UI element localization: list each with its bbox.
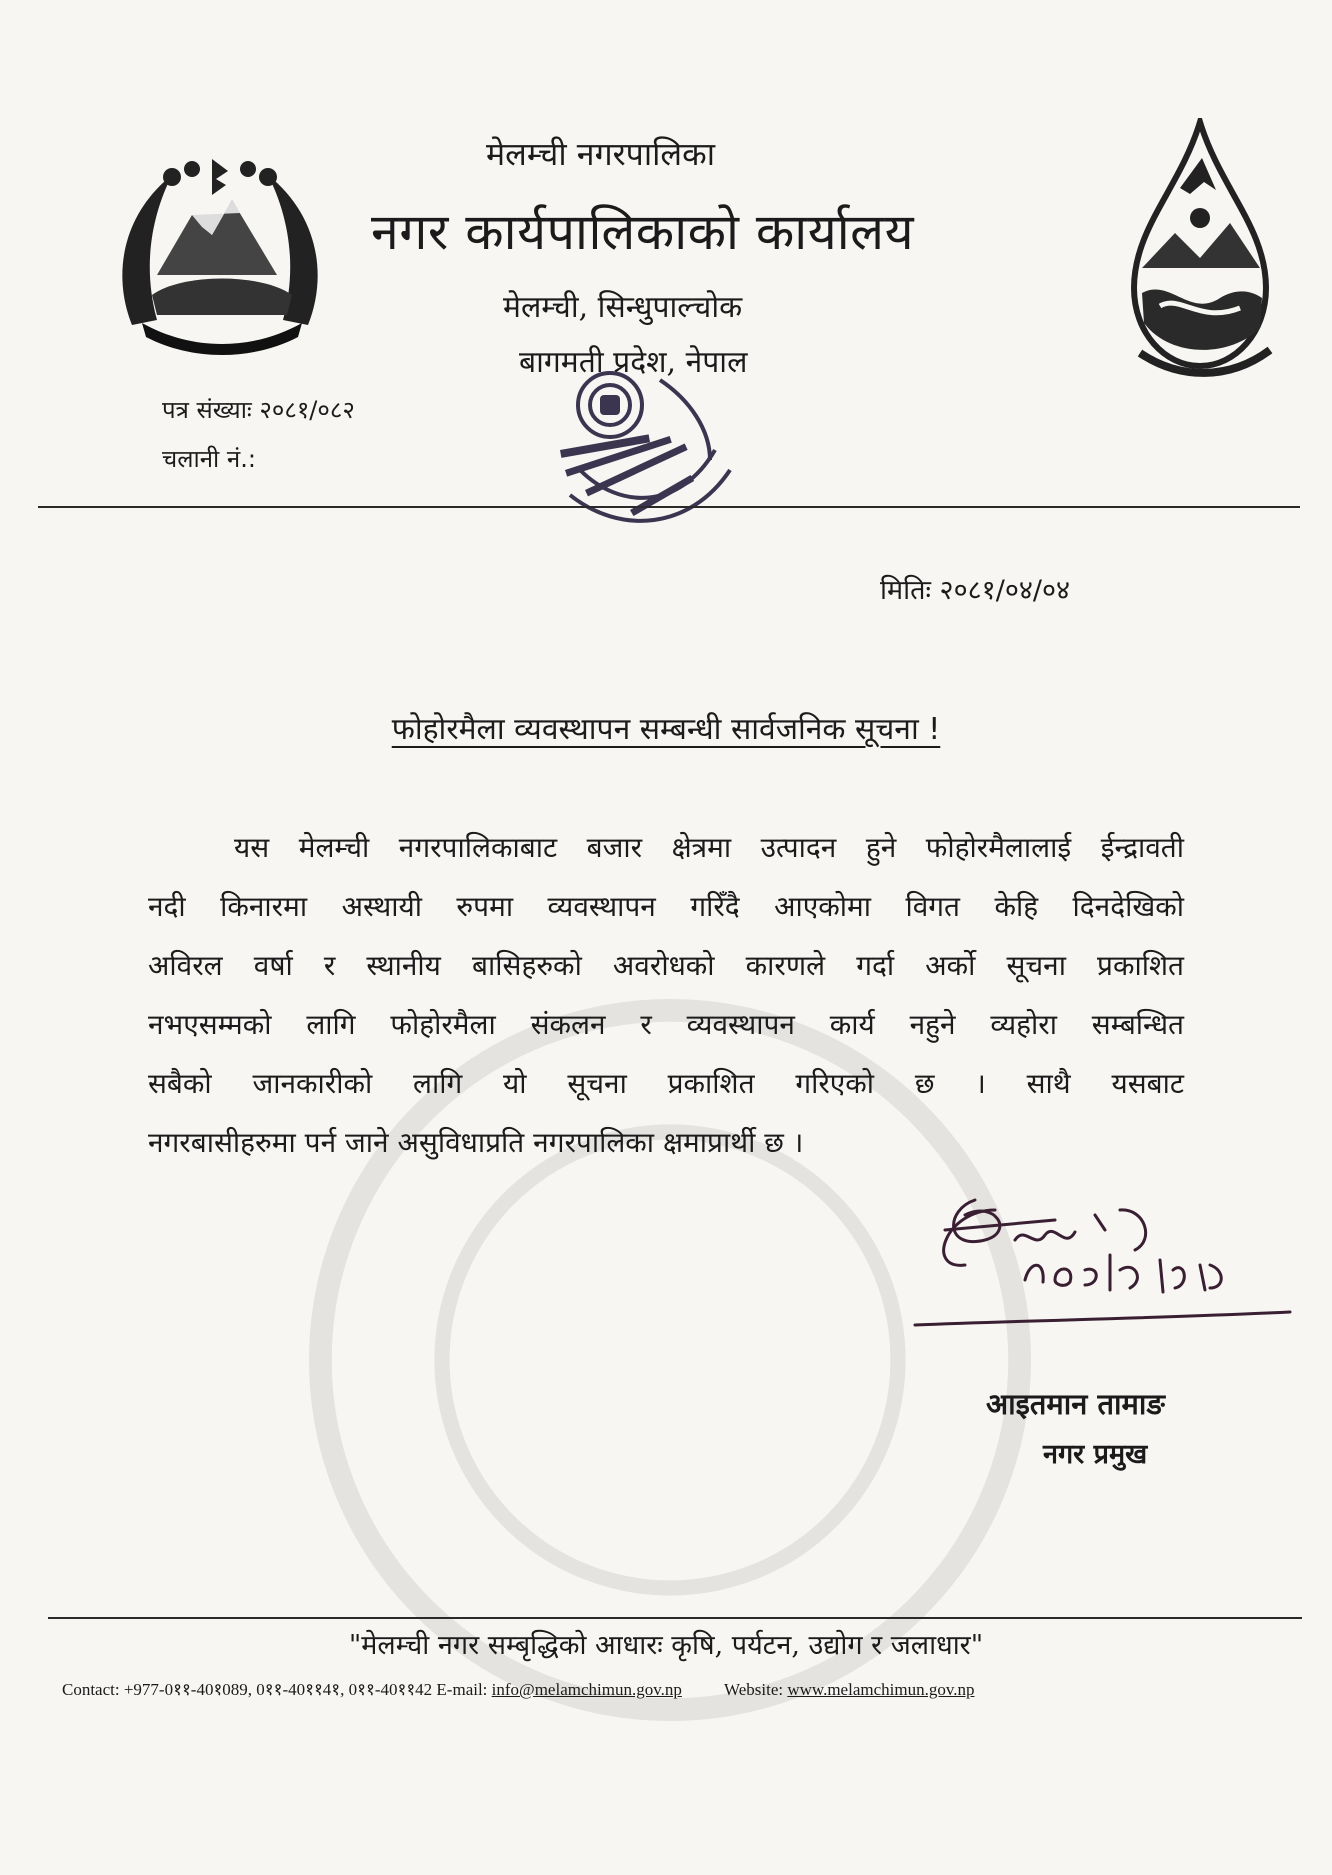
contact-phone: Contact: +977-0११-40१089, 0११-40११4१, 0११-40११42 — [62, 1680, 433, 1699]
office-location: मेलम्ची, सिन्धुपाल्चोक — [503, 290, 743, 325]
notice-body — [148, 818, 1184, 1172]
office-province: बागमती प्रदेश, नेपाल — [519, 345, 748, 380]
email-label: E-mail: — [436, 1680, 488, 1699]
body-line: यस मेलम्ची नगरपालिकाबाट बजार क्षेत्रमा उत्पादन हुने फोहोरमैलालाई ईन्द्रावती — [234, 831, 1184, 864]
footer-motto: "मेलम्ची नगर सम्बृद्धिको आधारः कृषि, पर्यटन, उद्योग र जलाधार" — [348, 1630, 984, 1661]
municipality-logo-icon — [1120, 118, 1280, 380]
website-label: Website: — [724, 1680, 784, 1699]
notice-subject: फोहोरमैला व्यवस्थापन सम्बन्धी सार्वजनिक सूचना ! — [391, 712, 941, 747]
signatory-title: नगर प्रमुख — [1043, 1439, 1148, 1470]
letter-date: मितिः २०८१/०४/०४ — [880, 575, 1071, 606]
footer-divider — [48, 1617, 1302, 1619]
signatory-name: आइतमान तामाङ — [986, 1387, 1165, 1421]
dispatch-number: चलानी नं.: — [162, 445, 256, 473]
body-line: अविरल वर्षा र स्थानीय बासिहरुको अवरोधको कारणले गर्दा अर्को सूचना प्रकाशित — [148, 949, 1184, 982]
footer-contact — [62, 1677, 974, 1700]
body-line: सबैको जानकारीको लागि यो सूचना प्रकाशित गरिएको छ । साथै यसबाट — [148, 1067, 1184, 1100]
email-link[interactable]: info@melamchimun.gov.np — [491, 1680, 682, 1699]
header-divider — [38, 506, 1300, 508]
office-name: नगर कार्यपालिकाको कार्यालय — [371, 203, 915, 261]
municipality-name: मेलम्ची नगरपालिका — [486, 135, 715, 173]
national-emblem-icon — [112, 155, 328, 355]
body-line: नभएसम्मको लागि फोहोरमैला संकलन र व्यवस्थापन कार्य नहुने व्यहोरा सम्बन्धित — [148, 1008, 1184, 1041]
website-link[interactable]: www.melamchimun.gov.np — [787, 1680, 975, 1699]
body-line: नगरबासीहरुमा पर्न जाने असुविधाप्रति नगरपालिका क्षमाप्रार्थी छ । — [148, 1126, 804, 1159]
handwritten-signature-icon — [905, 1170, 1295, 1330]
letter-number: पत्र संख्याः २०८१/०८२ — [162, 396, 355, 424]
body-line: नदी किनारमा अस्थायी रुपमा व्यवस्थापन गरिँदै आएकोमा विगत केहि दिनदेखिको — [148, 890, 1184, 923]
official-stamp-icon — [540, 360, 740, 540]
